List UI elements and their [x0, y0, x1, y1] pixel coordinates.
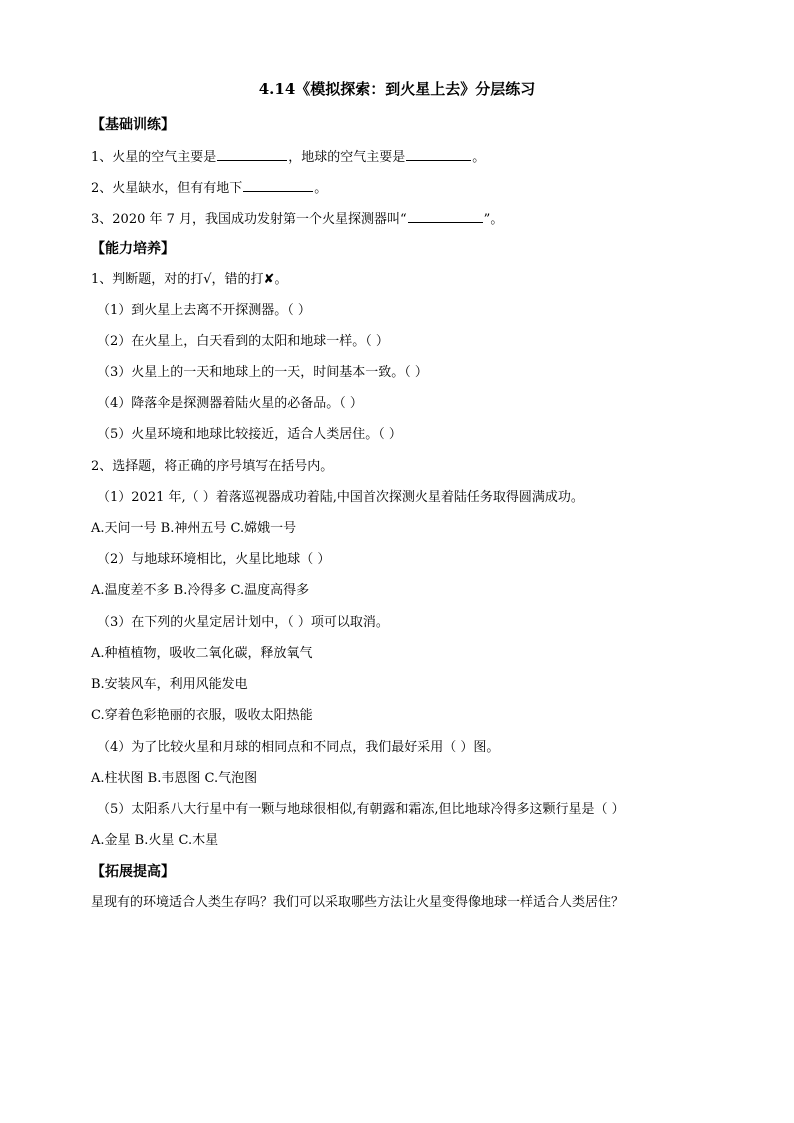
q1-text-c: 。	[472, 150, 486, 165]
choice-question-1: （1）2021 年,（ ）着落巡视器成功着陆,中国首次探测火星着陆任务取得圆满成功。	[97, 490, 584, 505]
extend-question: 星现有的环境适合人类生存吗？我们可以采取哪些方法让火星变得像地球一样适合人类居住？	[91, 895, 625, 910]
choice-question-3: （3）在下列的火星定居计划中，（ ）项可以取消。	[97, 615, 389, 630]
section-basic-heading: 【基础训练】	[91, 117, 175, 133]
basic-question-2	[91, 178, 711, 198]
choice-intro: 2、选择题，将正确的序号填写在括号内。	[91, 459, 334, 474]
answer-blank[interactable]	[408, 209, 483, 223]
choice-options-1: A.天问一号 B.神州五号 C.嫦娥一号	[91, 521, 297, 536]
choice-options-5: A.金星 B.火星 C.木星	[91, 833, 219, 848]
answer-blank[interactable]	[243, 178, 313, 192]
judge-item: （4）降落伞是探测器着陆火星的必备品。（ ）	[97, 396, 363, 411]
basic-question-3	[91, 209, 711, 229]
q2-text-a: 2、火星缺水，但有有地下	[91, 181, 243, 196]
judge-item: （1）到火星上去离不开探测器。（ ）	[97, 303, 311, 318]
judge-item: （5）火星环境和地球比较接近，适合人类居住。（ ）	[97, 427, 402, 442]
basic-question-1	[91, 147, 711, 167]
judge-intro: 1、判断题，对的打√，错的打✘。	[91, 272, 288, 287]
q3-text-b: ”。	[483, 212, 504, 227]
q1-text-b: ，地球的空气主要是	[288, 150, 406, 165]
section-extend-heading: 【拓展提高】	[91, 864, 175, 880]
q1-text-a: 1、火星的空气主要是	[91, 150, 217, 165]
choice-options-2: A.温度差不多 B.冷得多 C.温度高得多	[91, 583, 310, 598]
answer-blank[interactable]	[406, 147, 471, 161]
q3-text-a: 3、2020 年 7 月，我国成功发射第一个火星探测器叫“	[91, 212, 407, 227]
page-title: 4.14《模拟探索：到火星上去》分层练习	[258, 80, 536, 98]
choice-options-4: A.柱状图 B.韦恩图 C.气泡图	[91, 771, 258, 786]
choice-question-2: （2）与地球环境相比，火星比地球（ ）	[97, 552, 331, 567]
choice-option-3c: C.穿着色彩艳丽的衣服，吸收太阳热能	[91, 708, 313, 723]
choice-question-5: （5）太阳系八大行星中有一颗与地球很相似,有朝露和霜冻,但比地球冷得多这颗行星是（ ）	[97, 802, 625, 817]
section-ability-heading: 【能力培养】	[91, 241, 175, 257]
q2-text-b: 。	[314, 181, 328, 196]
choice-option-3b: B.安装风车，利用风能发电	[91, 677, 248, 692]
answer-blank[interactable]	[217, 147, 287, 161]
judge-item: （3）火星上的一天和地球上的一天，时间基本一致。（ ）	[97, 365, 428, 380]
judge-item: （2）在火星上，白天看到的太阳和地球一样。（ ）	[97, 334, 389, 349]
choice-question-4: （4）为了比较火星和月球的相同点和不同点，我们最好采用（ ）图。	[97, 740, 500, 755]
choice-option-3a: A.种植植物，吸收二氧化碳，释放氧气	[91, 646, 313, 661]
